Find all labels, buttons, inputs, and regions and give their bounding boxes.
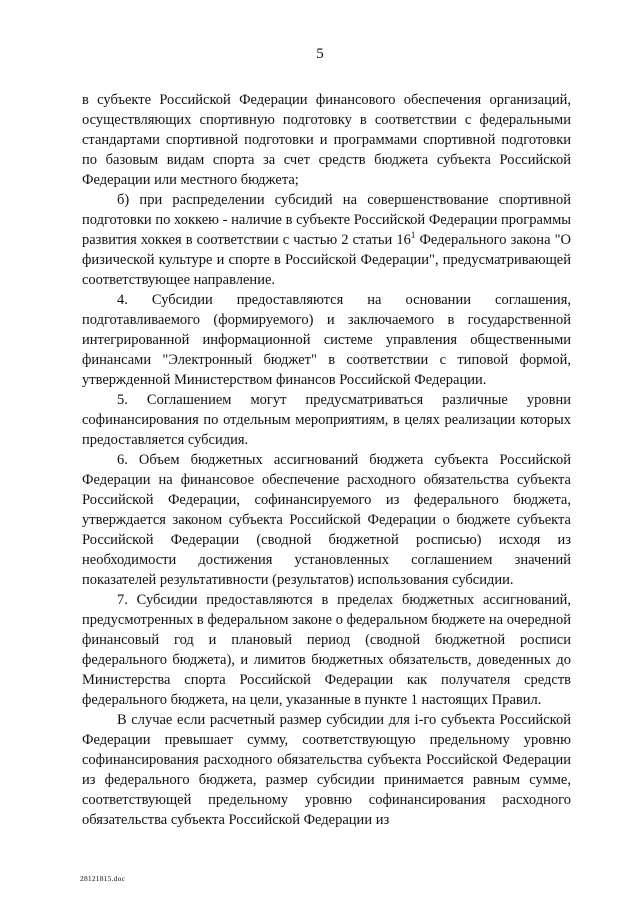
paragraph-item-5: 5. Соглашением могут предусматриваться различные уровни софинансирования по отдельным мероприятиям, в целях реализации которых предоставляется субсидия. [82, 392, 571, 448]
paragraph-subitem-b-text-end: Федерального закона "О физической культуре и спорте в Российской Федерации", предусматривающей соответствующее направление. [82, 232, 571, 288]
paragraph-item-7: 7. Субсидии предоставляются в пределах бюджетных ассигнований, предусмотренных в федеральном законе о федеральном бюджете на очередной финансовый год и плановый период (сводной бюджетной росписи федерального бюджета), и лимитов бюджетных обязательств, доведенных до Министерства спорта Российской Федерации как получателя средств федерального бюджета, на цели, указанные в пункте 1 настоящих Правил. [82, 592, 571, 708]
document-body [82, 90, 571, 830]
page-number: 5 [316, 46, 324, 62]
paragraph-item-4: 4. Субсидии предоставляются на основании соглашения, подготавливаемого (формируемого) и заключаемого в государственной интегрированной информационной системе управления общественными финансами "Электронный бюджет" в соответствии с типовой формой, утвержденной Министерством финансов Российской Федерации. [82, 292, 571, 388]
document-filename-footer: 28121815.doc [80, 874, 126, 883]
paragraph-subitem-b [82, 190, 571, 290]
paragraph-subitem-b-text: б) при распределении субсидий на совершенствование спортивной подготовки по хоккею - наличие в субъекте Российской Федерации программы развития хоккея в соответствии с частью 2 статьи 16 [82, 192, 571, 248]
paragraph-item-6: 6. Объем бюджетных ассигнований бюджета субъекта Российской Федерации на финансовое обеспечение расходного обязательства субъекта Российской Федерации, софинансируемого из федерального бюджета, утверждается законом субъекта Российской Федерации о бюджете субъекта Российской Федерации (сводной бюджетной росписью) исходя из необходимости достижения установленных соглашением значений показателей результативности (результатов) использования субсидии. [82, 452, 571, 588]
paragraph-1-continuation: в субъекте Российской Федерации финансового обеспечения организаций, осуществляющих спортивную подготовку в соответствии с федеральными стандартами спортивной подготовки и программами спортивной подготовки по базовым видам спорта за счет средств бюджета субъекта Российской Федерации или местного бюджета; [82, 92, 571, 188]
superscript-article-index: 1 [410, 230, 416, 241]
paragraph-subsidy-limit: В случае если расчетный размер субсидии для i-го субъекта Российской Федерации превышает сумму, соответствующую предельному уровню софинансирования расходного обязательства субъекта Российской Федерации из федерального бюджета, размер субсидии принимается равным сумме, соответствующей предельному уровню софинансирования расходного обязательства субъекта Российской Федерации из [82, 712, 571, 828]
